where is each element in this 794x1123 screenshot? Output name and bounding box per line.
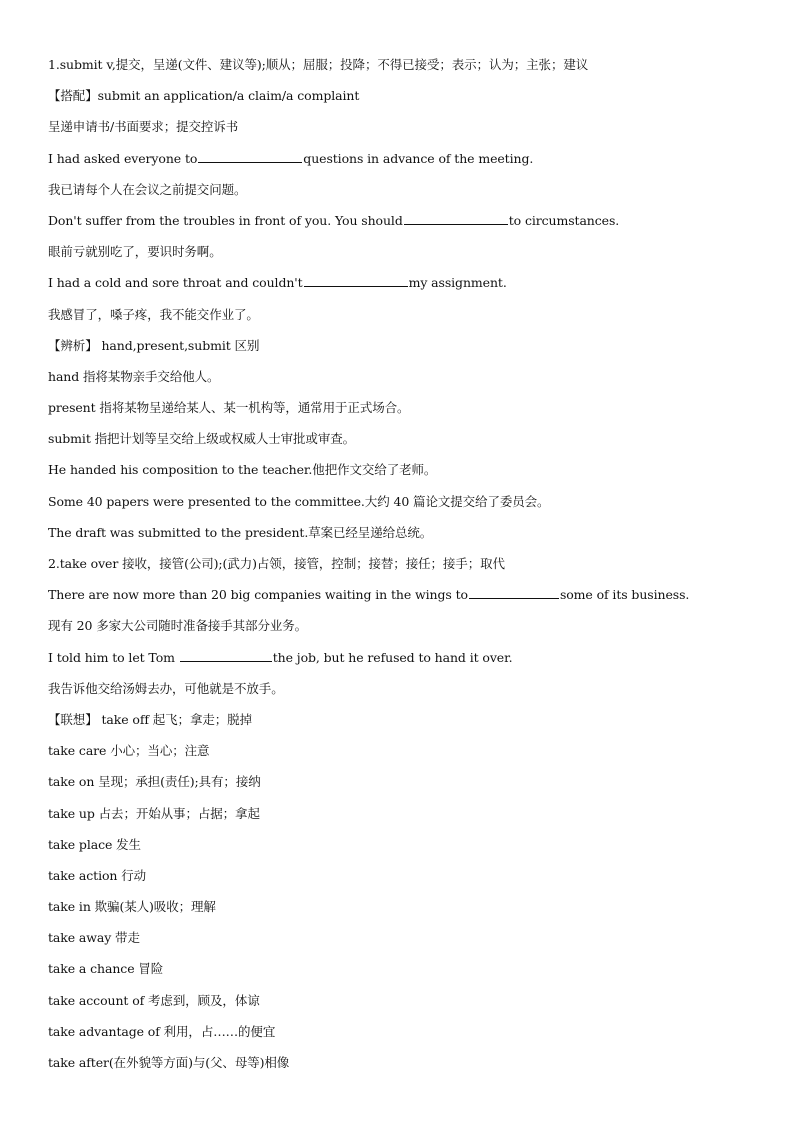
text-line-25: take up 占去；开始从事；占据；拿起 — [48, 805, 260, 821]
text-line-30: take a chance 冒险 — [48, 961, 164, 977]
text-line-9: 我感冒了，嗓子疼，我不能交作业了。 — [48, 306, 259, 322]
text-line-17: 2.take over 接收，接管(公司);(武力)占领，接管，控制；接替；接任；接手；取代 — [48, 556, 505, 571]
text-line-31: take account of 考虑到，顾及，体谅 — [48, 992, 260, 1008]
sentence-end: to circumstances. — [508, 212, 620, 228]
sentence-start: There are now more than 20 big companies waiting in the wings to — [48, 587, 468, 603]
fill-in-line-2 — [48, 210, 748, 241]
text-line-3: 呈递申请书/书面要求；提交控诉书 — [48, 119, 239, 135]
sentence-start: Don't suffer from the troubles in front of you. You should — [48, 212, 403, 228]
text-line-11: hand 指将某物亲手交给他人。 — [48, 368, 220, 384]
text-line-14: He handed his composition to the teacher.他把作文交给了老师。 — [48, 462, 437, 478]
text-line-24: take on 呈现；承担(责任);具有；接纳 — [48, 774, 261, 790]
fill-in-line-5 — [48, 647, 748, 678]
text-line-28: take in 欺骗(某人)吸收；理解 — [48, 899, 216, 915]
text-line-21: 我告诉他交给汤姆去办，可他就是不放手。 — [48, 680, 284, 696]
answer-blank — [180, 647, 272, 662]
sentence-start: I had a cold and sore throat and couldn't — [48, 275, 303, 291]
text-line-29: take away 带走 — [48, 930, 140, 946]
answer-blank — [469, 584, 559, 599]
text-line-33: take after(在外貌等方面)与(父、母等)相像 — [48, 1055, 290, 1070]
text-line-2: 【搭配】submit an application/a claim/a complaint — [48, 88, 360, 104]
answer-blank — [404, 210, 508, 225]
sentence-end: some of its business. — [559, 587, 690, 603]
text-line-13: submit 指把计划等呈交给上级或权威人士审批或审查。 — [48, 431, 356, 447]
sentence-end: questions in advance of the meeting. — [303, 150, 534, 166]
text-line-16: The draft was submitted to the president.草案已经呈递给总统。 — [48, 524, 433, 540]
fill-in-line-4 — [48, 584, 748, 615]
text-line-10: 【辨析】 hand,present,submit 区别 — [48, 337, 260, 353]
sentence-start: I had asked everyone to — [48, 150, 198, 166]
sentence-start: I told him to let Tom — [48, 649, 175, 665]
text-line-7: 眼前亏就别吃了，要识时务啊。 — [48, 244, 222, 260]
text-line-22: 【联想】 take off 起飞；拿走；脱掉 — [48, 711, 252, 727]
text-line-27: take action 行动 — [48, 867, 147, 883]
text-line-12: present 指将某物呈递给某人、某一机构等，通常用于正式场合。 — [48, 400, 410, 416]
document-page — [48, 54, 748, 1083]
fill-in-line-3 — [48, 272, 748, 303]
text-line-5: 我已请每个人在会议之前提交问题。 — [48, 181, 247, 197]
text-line-23: take care 小心；当心；注意 — [48, 743, 210, 759]
sentence-end: my assignment. — [408, 275, 507, 291]
text-line-1: 1.submit v,提交，呈递(文件、建议等);顺从；屈服；投降；不得已接受；表示；认为；主张；建议 — [48, 57, 589, 72]
text-line-26: take place 发生 — [48, 836, 141, 852]
text-line-15: Some 40 papers were presented to the committee.大约 40 篇论文提交给了委员会。 — [48, 493, 550, 509]
answer-blank — [198, 148, 302, 163]
fill-in-line-1 — [48, 148, 748, 179]
sentence-end: the job, but he refused to hand it over. — [272, 649, 513, 665]
answer-blank — [304, 272, 408, 287]
text-line-19: 现有 20 多家大公司随时准备接手其部分业务。 — [48, 618, 308, 634]
text-line-32: take advantage of 利用，占……的便宜 — [48, 1023, 276, 1039]
